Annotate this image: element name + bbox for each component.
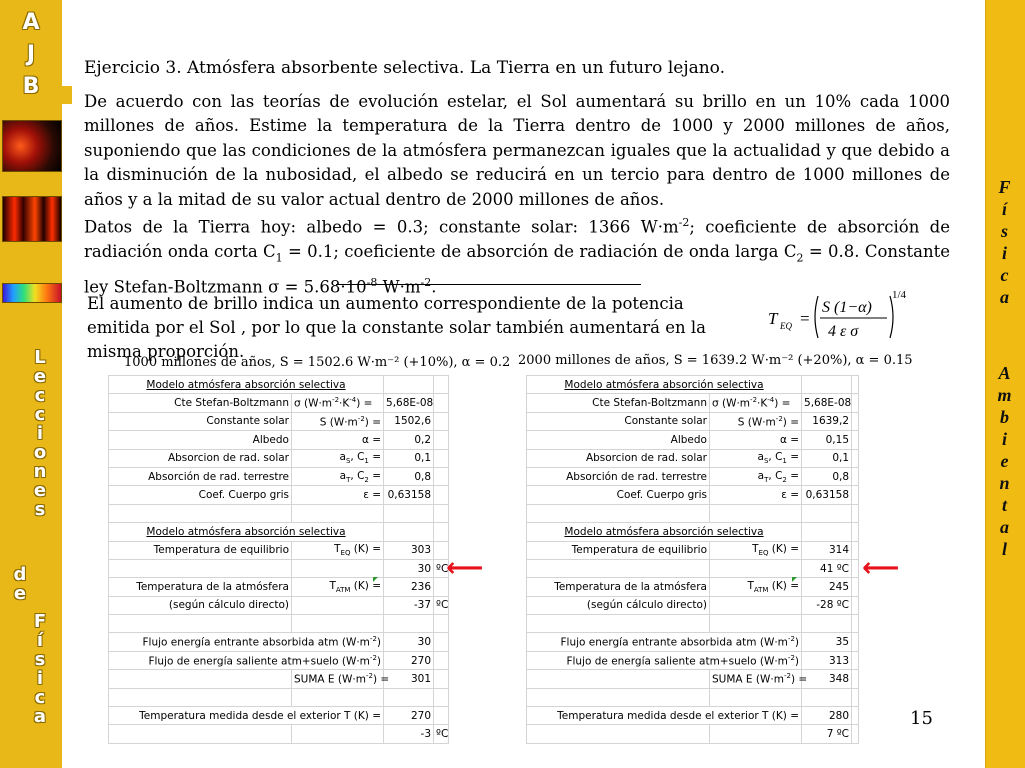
spectrum-image-2 (2, 196, 62, 242)
table-row: Temperatura de la atmósfera $T_{ATM}$ (K) = 245 (527, 578, 859, 596)
earth-data-paragraph: Datos de la Tierra hoy: albedo = 0.3; constante solar: 1366 $W\cdot m^{-2}$; coeficiente de absorción de radiación onda corta $C_1 = 0.1$; coeficiente de absorción de radiación de onda larga $C_2 = 0.8$. Constante ley Stefan-Boltzmann $\sigma = 5.68\cdot 10^{-8}$ $W\cdot m^{-2}$. (84, 216, 950, 297)
table-row: Flujo de energía saliente atm+suelo $(W\cdot m^{-2})$ 270 (109, 651, 449, 669)
table-row: Coef. Cuerpo gris ε = 0,63158 (109, 486, 449, 504)
table-row: (según cálculo directo) -28 ºC (527, 596, 859, 614)
explanation-paragraph: El aumento de brillo indica un aumento correspondiente de la potencia emitida por el Sol , por lo que la constante solar también aumentará en la misma proporción. (87, 294, 706, 361)
vertical-text-lecciones: L e c c i o n e s (33, 347, 47, 520)
logo-letter: A (22, 10, 40, 35)
vertical-text-de: d e (13, 564, 27, 604)
table-row: Constante solar S $(W\cdot m^{-2})$ = 1639,2 (527, 412, 859, 430)
table-row: Cte Stefan-Boltzmann σ $(W\cdot m^{-2}\cdot K^{-4})$ = 5,68E-08 (109, 394, 449, 412)
table-row: Coef. Cuerpo gris ε = 0,63158 (527, 486, 859, 504)
spectrum-image-1 (2, 120, 62, 172)
left-table-caption: 1000 millones de años, S = 1502.6 W·m⁻² (+10%), α = 0.2 (124, 355, 511, 370)
left-spreadsheet (108, 375, 449, 744)
table-row (527, 688, 859, 706)
spectrum-image-3 (2, 283, 62, 303)
table-row (527, 504, 859, 522)
svg-text:4 ε σ: 4 ε σ (828, 323, 859, 340)
svg-text:S (1−α): S (1−α) (822, 299, 872, 316)
logo-letter: B (22, 74, 40, 99)
table-row: Flujo de energía saliente atm+suelo $(W\cdot m^{-2})$ 313 (527, 651, 859, 669)
logo-letter: J (26, 42, 36, 67)
divider-line (336, 284, 641, 285)
table-row: Temperatura medida desde el exterior T (K) = 270 (109, 707, 449, 725)
equilibrium-temperature-formula (760, 286, 910, 346)
table-row: Absorción de rad. terrestre $a_T$, $C_2$ = 0,8 (527, 467, 859, 485)
exercise-title: Ejercicio 3. Atmósfera absorbente selectiva. La Tierra en un futuro lejano. (84, 58, 726, 78)
left-arrow-icon: ⟵ (862, 553, 900, 583)
table-row: Modelo atmósfera absorción selectiva (109, 376, 449, 394)
table-row: Temperatura medida desde el exterior T (K) = 280 (527, 707, 859, 725)
cell-comment-marker (373, 577, 378, 582)
cell-comment-marker (792, 577, 797, 582)
table-row: Albedo α = 0,2 (109, 431, 449, 449)
table-row (109, 688, 449, 706)
table-row: Absorción de rad. terrestre $a_T$, $C_2$ = 0,8 (109, 467, 449, 485)
table-row: Absorcion de rad. solar $a_S$, $C_1$ = 0,1 (527, 449, 859, 467)
right-table-caption: 2000 millones de años, S = 1639.2 W·m⁻² (+20%), α = 0.15 (518, 353, 913, 368)
svg-text:=: = (800, 309, 810, 328)
right-spreadsheet (526, 375, 859, 744)
svg-text:EQ: EQ (780, 321, 792, 331)
table-row: Constante solar S $(W\cdot m^{-2})$ = 1502,6 (109, 412, 449, 430)
table-row: 7 ºC (527, 725, 859, 743)
table-row: -3 ºC (109, 725, 449, 743)
vertical-text-fisica: F í s i c a (33, 611, 47, 727)
left-arrow-icon: ⟵ (446, 553, 484, 583)
table-row: SUMA E $(W\cdot m^{-2})$ = 301 (109, 670, 449, 688)
table-row (109, 504, 449, 522)
table-row: Albedo α = 0,15 (527, 431, 859, 449)
table-row: SUMA E $(W\cdot m^{-2})$ = 348 (527, 670, 859, 688)
bullet-marker (62, 86, 72, 104)
page-number: 15 (910, 708, 933, 729)
table-row: Absorcion de rad. solar $a_S$, $C_1$ = 0,1 (109, 449, 449, 467)
table-row: Cte Stefan-Boltzmann σ $(W\cdot m^{-2}\cdot K^{-4})$ = 5,68E-08 (527, 394, 859, 412)
table-row: 41 ºC (527, 559, 859, 577)
table-row: Flujo energía entrante absorbida atm $(W\cdot m^{-2})$ 30 (109, 633, 449, 651)
table-row: Modelo atmósfera absorción selectiva (109, 523, 449, 541)
table-row: Flujo energía entrante absorbida atm $(W\cdot m^{-2})$ 35 (527, 633, 859, 651)
vertical-text-ambiental: A m b i e n t a l (997, 363, 1012, 559)
table-row: Modelo atmósfera absorción selectiva (527, 523, 859, 541)
table-row: 30 ºC (109, 559, 449, 577)
table-row: Temperatura de la atmósfera $T_{ATM}$ (K) = 236 (109, 578, 449, 596)
table-row (109, 615, 449, 633)
table-row: (según cálculo directo) -37 ºC (109, 596, 449, 614)
problem-statement: De acuerdo con las teorías de evolución estelar, el Sol aumentará su brillo en un 10% cada 1000 millones de años. Estime la temperatura de la Tierra dentro de 1000 y 2000 millones de años, suponiendo que las condiciones de la atmósfera permanezcan iguales que la actualidad y que debido a la disminución de la nubosidad, el albedo se reducirá en un tercio para dentro de 1000 millones de años y a la mitad de su valor actual dentro de 2000 millones de años. (84, 92, 950, 209)
table-row: Temperatura de equilibrio $T_{EQ}$ (K) = 314 (527, 541, 859, 559)
table-row: Modelo atmósfera absorción selectiva (527, 376, 859, 394)
table-row: Temperatura de equilibrio $T_{EQ}$ (K) = 303 (109, 541, 449, 559)
table-row (527, 615, 859, 633)
svg-text:1/4: 1/4 (892, 289, 907, 301)
svg-text:T: T (768, 309, 778, 328)
vertical-text-fisica-right: F í s i c a (998, 177, 1011, 307)
